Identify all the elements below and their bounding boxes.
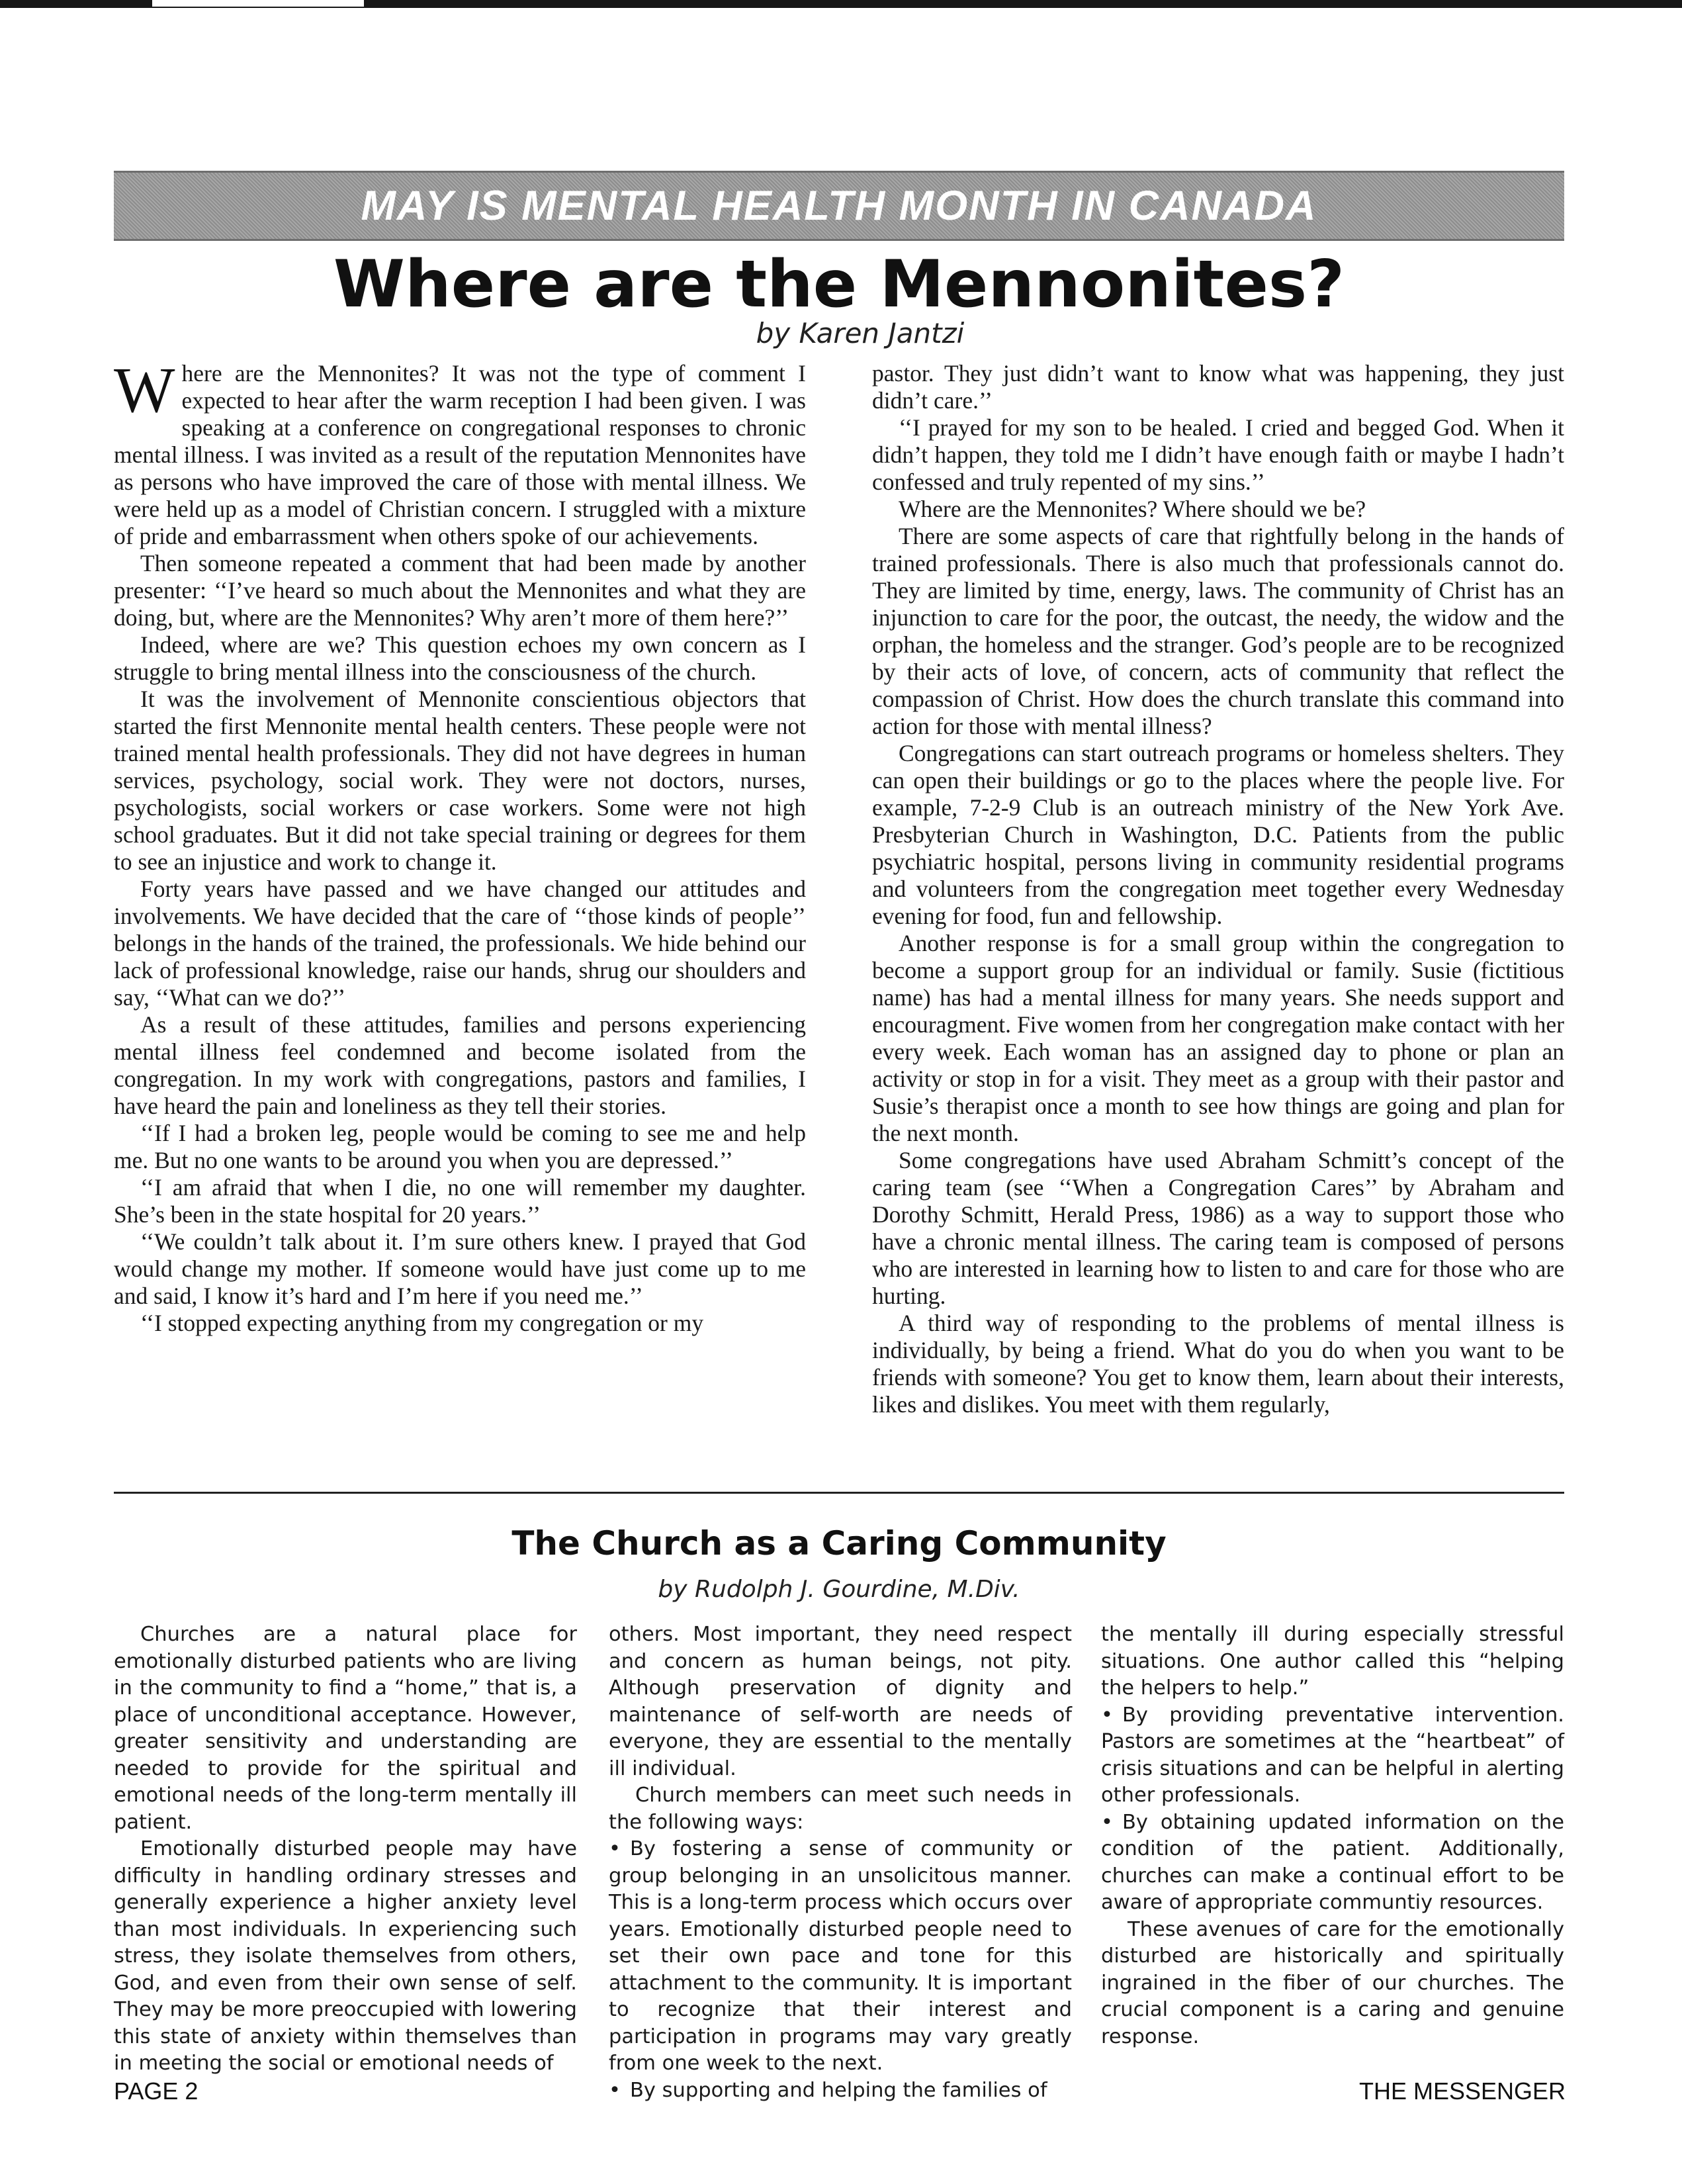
article1-paragraph: Congregations can start outreach programs or homeless shelters. They can open their buildings or go to the places where the people live. For example, 7-2-9 Club is an outreach ministry of the New York Ave. Presbyterian Church in Washington, D.C. Patients from the public psychiatric hospital, persons living in community residential programs and volunteers from the congregation meet together every Wednesday evening for food, fun and fellowship.: [872, 740, 1564, 929]
article1-paragraph: ‘‘I stopped expecting anything from my congregation or my: [140, 1310, 704, 1336]
article1-column-2: [872, 360, 1564, 1472]
article1-paragraph: pastor. They just didn’t want to know what was happening, they just didn’t care.’’: [872, 360, 1564, 414]
article2-paragraph: Emotionally disturbed people may have difficulty in handling ordinary stresses and generally experience a higher anxiety level than most individuals. In experiencing such stress, they isolate themselves from others, God, and even from their own sense of self. They may be more preoccupied with lowering this state of anxiety within themselves than in meeting the social or emotional needs of: [114, 1837, 577, 2075]
article2-paragraph: These avenues of care for the emotionally disturbed are historically and spiritually ingrained in the fiber of our churches. The crucial component is a caring and genuine response.: [1101, 1917, 1564, 2048]
article2-column-2: [609, 1621, 1072, 2102]
article1-paragraph: ‘‘I am afraid that when I die, no one will remember my daughter. She’s been in the state hospital for 20 years.’’: [114, 1174, 806, 1228]
article2-paragraph: Church members can meet such needs in the following ways:: [609, 1784, 1072, 1834]
article2-paragraph: others. Most important, they need respect and concern as human beings, not pity. Although preservation of dignity and maintenance of self-worth are needs of everyone, they are essential to the mentally ill individual.: [609, 1623, 1072, 1780]
article1-byline: by Karen Jantzi: [756, 317, 965, 349]
article2-bullet-item: • By providing preventative intervention. Pastors are sometimes at the “heartbeat” of crisis situations and can be helpful in alerting other professionals.: [1101, 1703, 1564, 1807]
article1-paragraph: Where are the Mennonites? Where should we be?: [899, 496, 1366, 522]
article1-paragraph: Then someone repeated a comment that had been made by another presenter: ‘‘I’ve heard so much about the Mennonites and what they are doing, but, where are the Mennonites? Why aren’t more of them here?’’: [114, 550, 806, 631]
article2-paragraph: the mentally ill during especially stressful situations. One author called this “helping the helpers to help.”: [1101, 1623, 1564, 1700]
bullet-icon: •: [1101, 1810, 1113, 1834]
article1-paragraph: Indeed, where are we? This question echoes my own concern as I struggle to bring mental illness into the consciousness of the church.: [114, 631, 806, 685]
bullet-icon: •: [609, 2078, 621, 2102]
bullet-icon: •: [1101, 1703, 1113, 1727]
bullet-icon: •: [609, 1837, 621, 1860]
drop-cap: W: [114, 355, 175, 426]
article1-paragraph: A third way of responding to the problems of mental illness is individually, by being a friend. What do you do when you want to be friends with someone? You get to know them, learn about their interests, likes and dislikes. You meet with them regularly,: [872, 1310, 1564, 1418]
article2-bullet-item: • By obtaining updated information on the condition of the patient. Additionally, churches can make a continual effort to be aware of appropriate communtiy resources.: [1101, 1810, 1564, 1914]
page-number: PAGE 2: [114, 2077, 199, 2105]
article1-column-1: [114, 355, 806, 1472]
article1-paragraph: As a result of these attitudes, families and persons experiencing mental illness feel condemned and become isolated from the congregation. In my work with congregations, pastors and families, I have heard the pain and loneliness as they tell their stories.: [114, 1011, 806, 1119]
article2-column-3: [1101, 1621, 1564, 2085]
article1-paragraph: Some congregations have used Abraham Schmitt’s concept of the caring team (see ‘‘When a Congregation Cares’’ by Abraham and Dorothy Schmitt, Herald Press, 1986) as a way to support those who have a chronic mental illness. The caring team is composed of persons who are interested in learning how to listen to and care for those who are hurting.: [872, 1147, 1564, 1309]
article1-title: Where are the Mennonites?: [333, 247, 1345, 322]
article1-paragraph: There are some aspects of care that rightfully belong in the hands of trained professionals. There is also much that professionals cannot do. They are limited by time, energy, laws. The community of Christ has an injunction to care for the poor, the outcast, the needy, the widow and the orphan, the homeless and the stranger. God’s people are to be recognized by their acts of love, of concern, acts of community that reflect the compassion of Christ. How does the church translate this command into action for those with mental illness?: [872, 523, 1564, 739]
article1-paragraph: ‘‘We couldn’t talk about it. I’m sure others knew. I prayed that God would change my mother. If someone would have just come up to me and said, I know it’s hard and I’m here if you need me.’’: [114, 1228, 806, 1309]
section-divider: [114, 1492, 1564, 1494]
article2-title: The Church as a Caring Community: [511, 1524, 1167, 1563]
article2-bullet-item: • By fostering a sense of community or group belonging in an unsolicitous manner. This is a long-term process which occurs over years. Emotionally disturbed people need to set their own pace and tone for this attachment to the community. It is important to recognize that their interest and participation in programs may vary greatly from one week to the next.: [609, 1837, 1072, 2075]
article2-paragraph: Churches are a natural place for emotionally disturbed patients who are living in the community to find a “home,” that is, a place of unconditional acceptance. However, greater sensitivity and understanding are needed to provide for the spiritual and emotional needs of the long-term mentally ill patient.: [114, 1623, 577, 1834]
article1-paragraph: ‘‘If I had a broken leg, people would be coming to see me and help me. But no one wants to be around you when you are depressed.’’: [114, 1120, 806, 1173]
article2-column-1: [114, 1621, 577, 2085]
article1-paragraph: Forty years have passed and we have changed our attitudes and involvements. We have decided that the care of ‘‘those kinds of people’’ belongs in the hands of the trained, the professionals. We hide behind our lack of professional knowledge, raise our hands, shrug our shoulders and say, ‘‘What can we do?’’: [114, 876, 806, 1011]
article1-paragraph: It was the involvement of Mennonite conscientious objectors that started the first Mennonite mental health centers. These people were not trained mental health professionals. They did not have degrees in human services, psychology, social work. They were not doctors, nurses, psychologists, social workers or case workers. Some were not high school graduates. But it did not take special training or degrees for them to see an injustice and work to change it.: [114, 686, 806, 875]
article2-bullet-item: • By supporting and helping the families of: [609, 2077, 1072, 2105]
article1-paragraph: Another response is for a small group within the congregation to become a support group for an individual or family. Susie (fictitious name) has had a mental illness for many years. She needs support and encouragment. Five women from her congregation make contact with her every week. Each woman has an assigned day to phone or plan an activity or stop in for a visit. They meet as a group with their pastor and Susie’s therapist once a month to see how things are going and plan for the next month.: [872, 930, 1564, 1146]
article1-paragraph: Where are the Mennonites? It was not the type of comment I expected to hear after the warm reception I had been given. I was speaking at a conference on congregational responses to chronic mental illness. I was invited as a result of the reputation Mennonites have as persons who have improved the care of those with mental illness. We were held up as a model of Christian concern. I struggled with a mixture of pride and embarrassment when others spoke of our achievements.: [114, 355, 806, 549]
banner-text: MAY IS MENTAL HEALTH MONTH IN CANADA: [361, 183, 1317, 229]
publication-name: THE MESSENGER: [1358, 2077, 1566, 2105]
section-banner: [114, 171, 1564, 241]
top-edge-gap: [152, 0, 364, 7]
article1-paragraph: ‘‘I prayed for my son to be healed. I cried and begged God. When it didn’t happen, they told me I didn’t have enough faith or maybe I hadn’t confessed and truly repented of my sins.’’: [872, 414, 1564, 495]
article2-byline: by Rudolph J. Gourdine, M.Div.: [658, 1576, 1020, 1603]
